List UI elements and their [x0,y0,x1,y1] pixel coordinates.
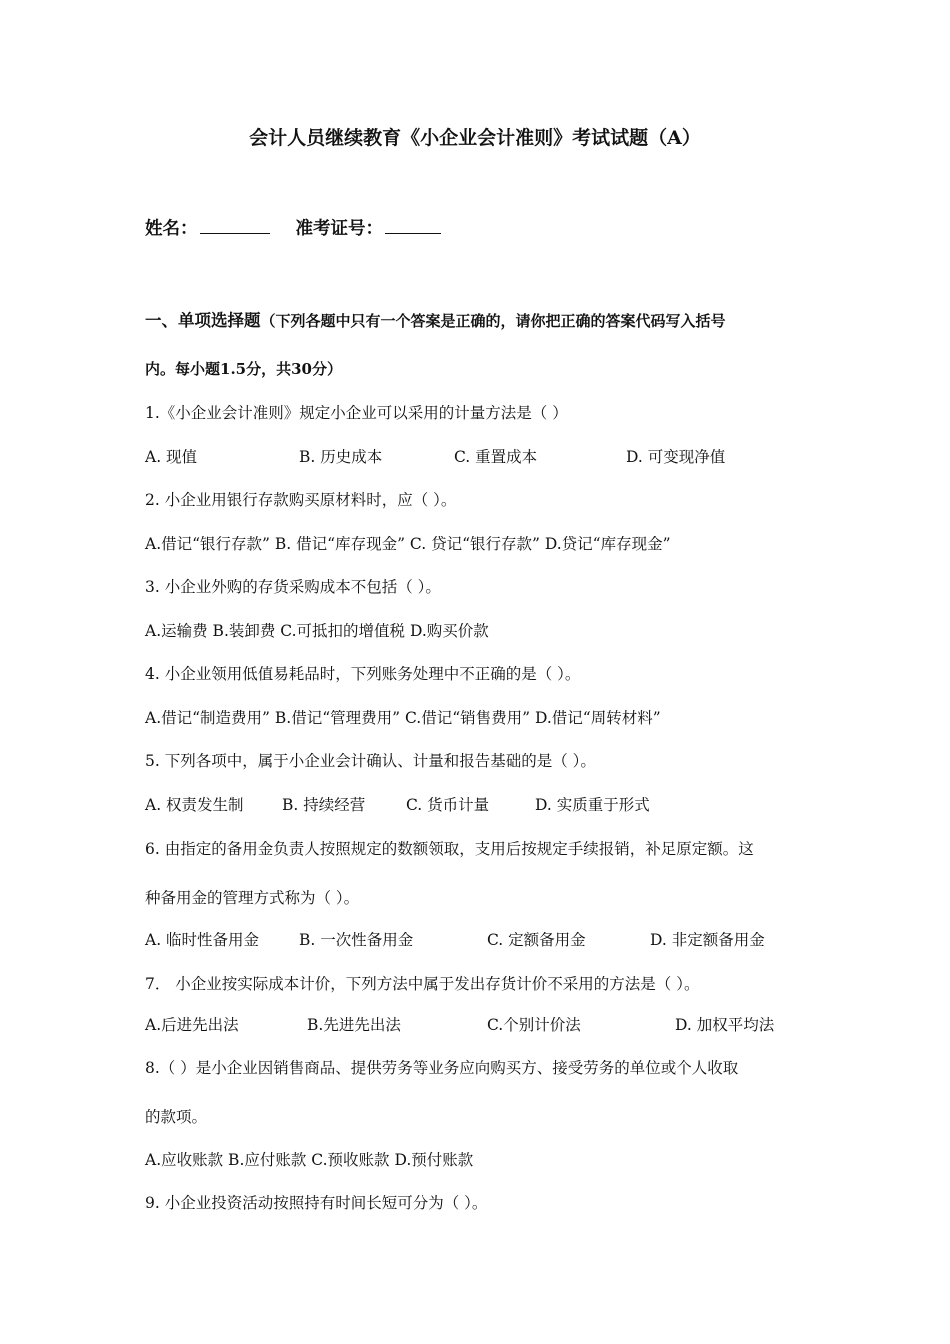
name-label: 姓名： [145,219,198,239]
options-row [145,930,845,950]
options-row[interactable]: A.应收账款 B.应付账款 C.预收账款 D.预付账款 [145,1151,474,1169]
option-b[interactable]: B.先进先出法 [307,1016,401,1034]
option-c[interactable]: C.个别计价法 [487,1016,581,1034]
document-title: 会计人员继续教育《小企业会计准则》考试试题（A） [249,127,701,149]
options-row [145,795,845,815]
options-row [145,1015,845,1035]
section-title: 一、单项选择题 [145,311,261,330]
question-stem: 5. 下列各项中，属于小企业会计确认、计量和报告基础的是（ ）。 [145,752,596,770]
question-stem: 4. 小企业领用低值易耗品时，下列账务处理中不正确的是（ ）。 [145,665,581,683]
section-note-line1: （下列各题中只有一个答案是正确的，请你把正确的答案代码写入括号 [260,312,726,330]
question-stem-continued: 种备用金的管理方式称为（ ）。 [145,889,360,907]
question-stem: 2. 小企业用银行存款购买原材料时，应（ ）。 [145,491,457,509]
candidate-info [145,218,441,240]
question-stem: 8.（ ）是小企业因销售商品、提供劳务等业务应向购买方、接受劳务的单位或个人收取 [145,1059,739,1077]
option-a[interactable]: A. 现值 [145,448,198,466]
option-d[interactable]: D. 可变现净值 [626,448,726,466]
option-d[interactable]: D. 非定额备用金 [650,931,765,949]
option-a[interactable]: A.后进先出法 [145,1016,239,1034]
question-stem: 1.《小企业会计准则》规定小企业可以采用的计量方法是（ ） [145,404,568,422]
name-blank[interactable] [200,219,270,234]
option-b[interactable]: B. 一次性备用金 [299,931,414,949]
option-c[interactable]: C. 重置成本 [454,448,538,466]
option-b[interactable]: B. 持续经营 [282,796,366,814]
options-row[interactable]: A.借记“制造费用” B.借记“管理费用” C.借记“销售费用” D.借记“周转材料” [145,709,661,727]
question-stem: 6. 由指定的备用金负责人按照规定的数额领取，支用后按规定手续报销，补足原定额。这 [145,840,754,858]
option-c[interactable]: C. 定额备用金 [487,931,586,949]
question-stem: 9. 小企业投资活动按照持有时间长短可分为（ ）。 [145,1194,488,1212]
exam-number-blank[interactable] [385,219,441,234]
option-a[interactable]: A. 临时性备用金 [145,931,260,949]
option-a[interactable]: A. 权责发生制 [145,796,244,814]
options-row[interactable]: A.借记“银行存款” B. 借记“库存现金” C. 贷记“银行存款” D.贷记“库存现金” [145,535,671,553]
exam-number-label: 准考证号： [295,219,383,239]
section-heading [145,311,726,331]
options-row[interactable]: A.运输费 B.装卸费 C.可抵扣的增值税 D.购买价款 [145,622,489,640]
option-d[interactable]: D. 实质重于形式 [535,796,650,814]
option-d[interactable]: D. 加权平均法 [675,1016,775,1034]
option-b[interactable]: B. 历史成本 [299,448,383,466]
section-note-line2: 内。每小题1.5分，共30分） [145,360,342,378]
options-row [145,447,845,467]
question-stem: 7． 小企业按实际成本计价，下列方法中属于发出存货计价不采用的方法是（ ）。 [145,975,700,993]
question-stem: 3. 小企业外购的存货采购成本不包括（ ）。 [145,578,441,596]
question-stem-continued: 的款项。 [145,1108,208,1126]
option-c[interactable]: C. 货币计量 [406,796,490,814]
